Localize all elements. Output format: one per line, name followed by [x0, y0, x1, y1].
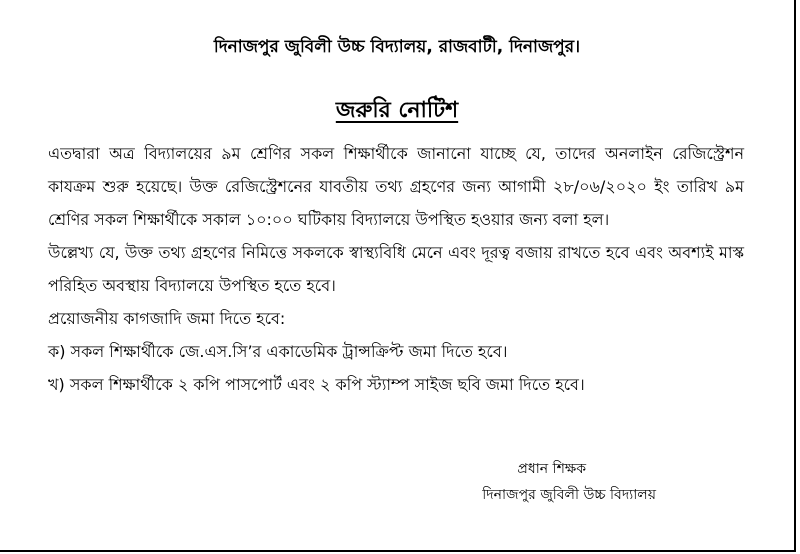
notice-title-text: জরুরি নোটিশ: [335, 98, 459, 123]
document-item-kha: খ) সকল শিক্ষার্থীকে ২ কপি পাসপোর্ট এবং ২ কপি স্ট্যাম্প সাইজ ছবি জমা দিতে হবে।: [48, 375, 585, 394]
school-header: দিনাজপুর জুবিলী উচ্চ বিদ্যালয়, রাজবাটী, দিনাজপুর।: [213, 37, 581, 57]
notice-title: [0, 93, 794, 130]
signature-designation: প্রধান শিক্ষক: [517, 461, 586, 477]
document-item-ka: ক) সকল শিক্ষার্থীকে জে.এস.সি’র একাডেমিক ট্রান্সক্রিপ্ট জমা দিতে হবে।: [48, 342, 508, 361]
notice-paragraph-1: এতদ্বারা অত্র বিদ্যালয়ের ৯ম শ্রেণির সকল শিক্ষার্থীকে জানানো যাচ্ছে যে, তাদের অনলাইন রেজিস্ট্রেশন কাযক্রম শুরু হয়েছে। উক্ত রেজিস্ট্রেশনের যাবতীয় তথ্য গ্রহণের জন্য আগামী ২৮/০৬/২০২০ ইং তারিখ ৯ম শ্রেণির সকল শিক্ষার্থীকে সকাল ১০:০০ ঘটিকায় বিদ্যালয়ে উপস্থিত হওয়ার জন্য বলা হল।: [48, 144, 744, 229]
notice-body: [48, 137, 744, 401]
notice-paragraph-2: উল্লেখ্য যে, উক্ত তথ্য গ্রহণের নিমিত্তে সকলকে স্বাস্থ্যবিধি মেনে এবং দূরত্ব বজায় রাখতে হবে এবং অবশ্যই মাস্ক পরিহিত অবস্থায় বিদ্যালয়ে উপস্থিত হতে হবে।: [48, 243, 744, 295]
documents-heading: প্রয়োজনীয় কাগজাদি জমা দিতে হবে:: [48, 309, 286, 328]
signature-school: দিনাজপুর জুবিলী উচ্চ বিদ্যালয়: [482, 487, 656, 503]
